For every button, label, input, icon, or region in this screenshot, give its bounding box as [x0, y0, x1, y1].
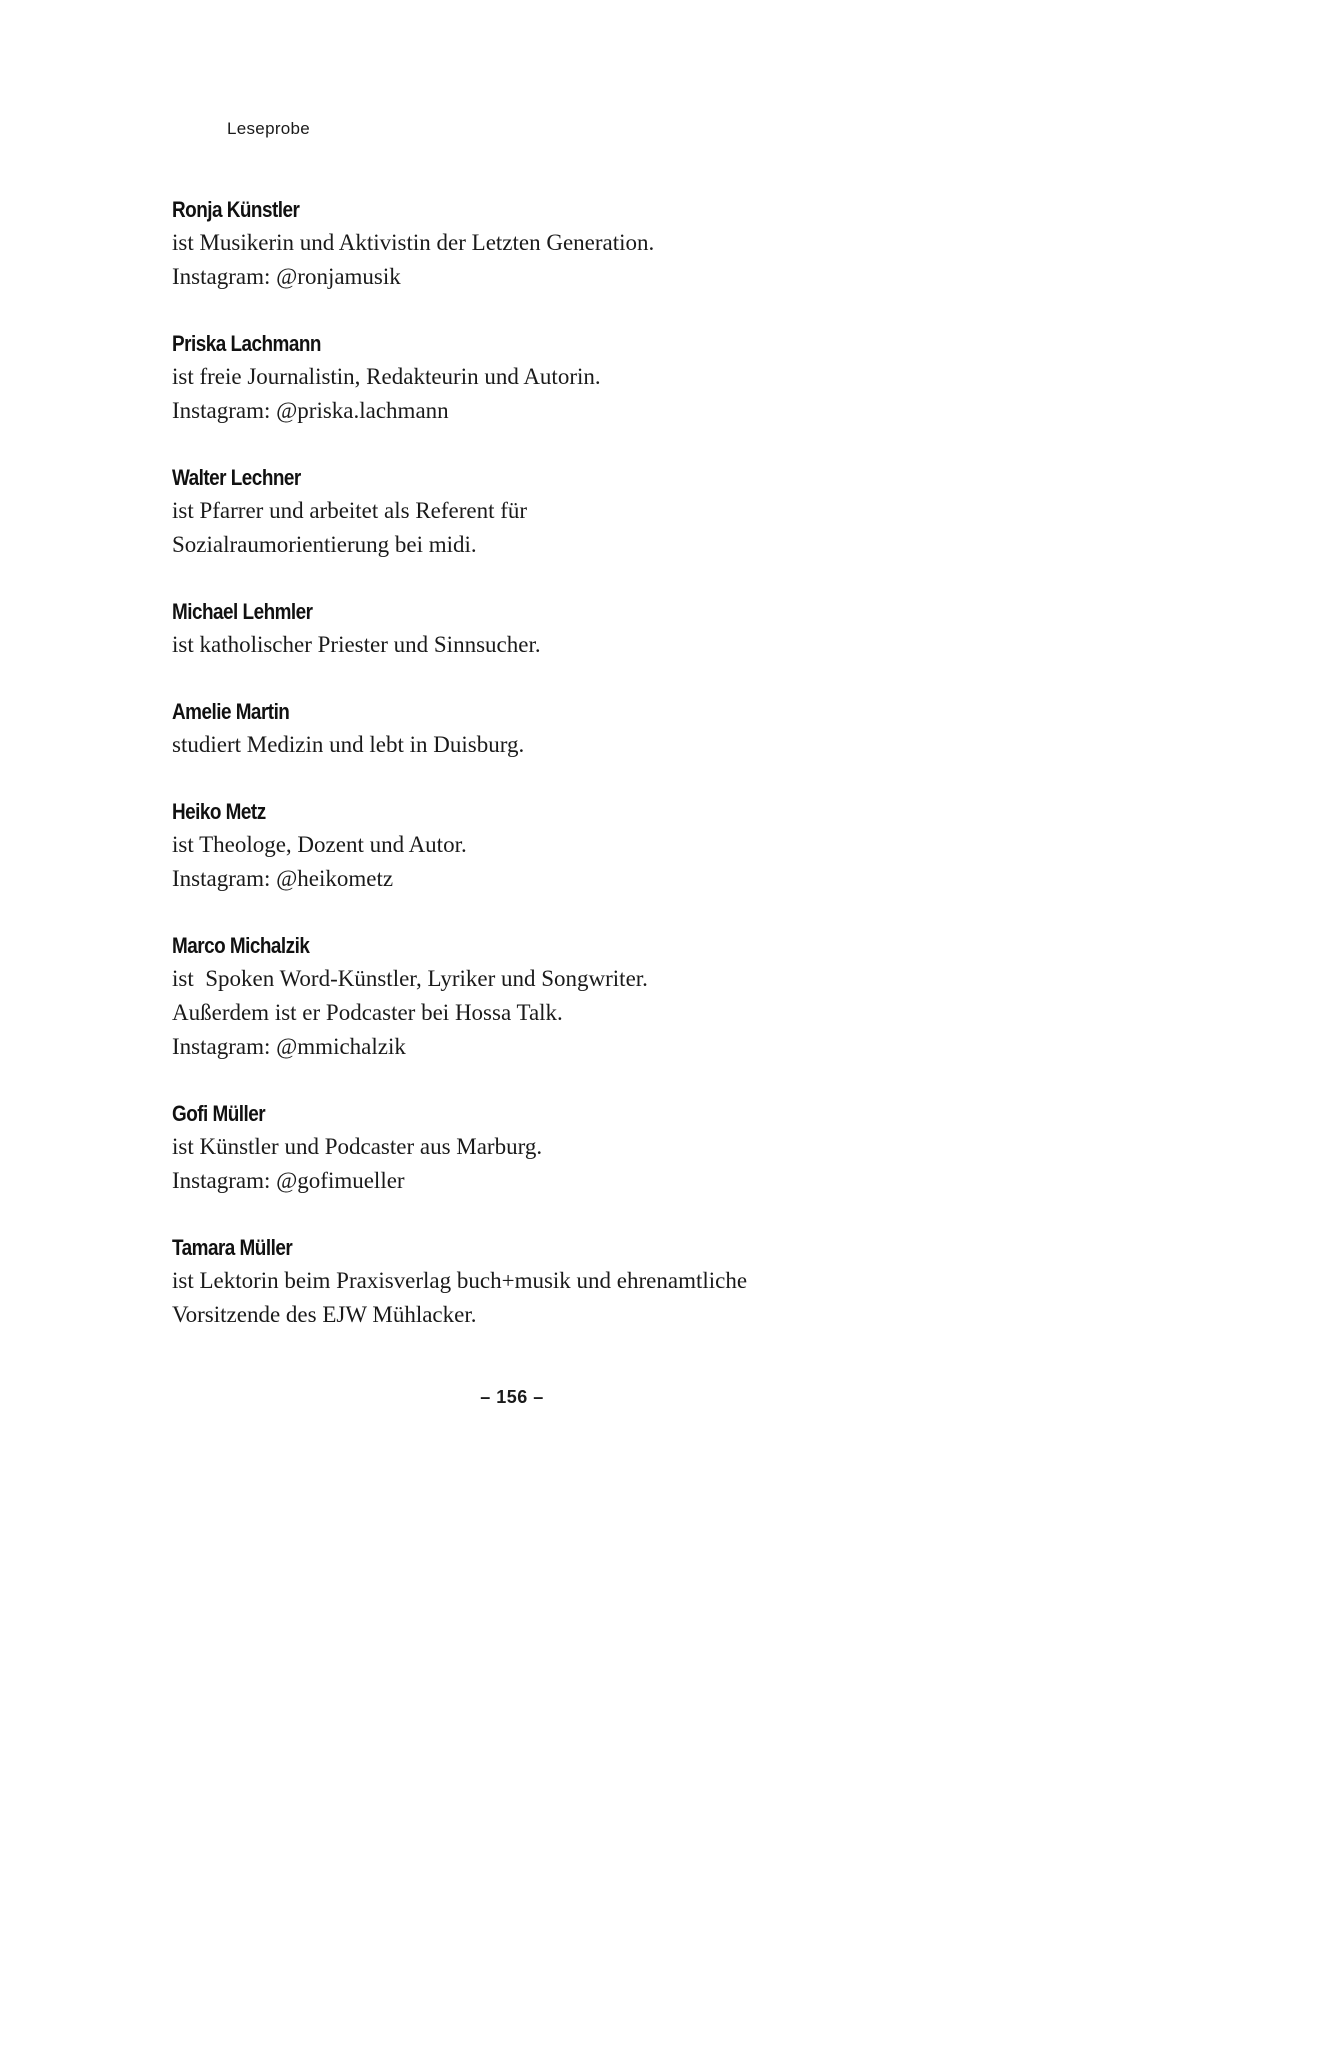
contributor-name: Amelie Martin: [172, 699, 290, 724]
contributor-description: ist Pfarrer und arbeitet als Referent für: [172, 498, 528, 523]
contributor-name: Gofi Müller: [172, 1101, 266, 1126]
contributor-name: Walter Lechner: [172, 465, 301, 490]
contributor-entry: [172, 695, 892, 762]
contributor-description: studiert Medizin und lebt in Duisburg.: [172, 732, 525, 757]
page-number: – 156 –: [480, 1387, 544, 1407]
contributor-instagram: Instagram: @priska.lachmann: [172, 398, 449, 423]
contributor-entry: [172, 193, 892, 294]
contributor-instagram: Instagram: @ronjamusik: [172, 264, 401, 289]
contributor-description: Sozialraumorientierung bei midi.: [172, 532, 477, 557]
contributor-entry: [172, 327, 892, 428]
contributor-entry: [172, 929, 892, 1064]
contributor-name: Tamara Müller: [172, 1235, 293, 1260]
contributor-instagram: Instagram: @heikometz: [172, 866, 394, 891]
contributor-entry: [172, 795, 892, 896]
contributor-list: [172, 193, 892, 1365]
contributor-description: ist Lektorin beim Praxisverlag buch+musik und ehrenamtliche: [172, 1268, 748, 1293]
contributor-name: Michael Lehmler: [172, 599, 313, 624]
contributor-description: ist katholischer Priester und Sinnsucher.: [172, 632, 541, 657]
contributor-instagram: Instagram: @gofimueller: [172, 1168, 405, 1193]
contributor-name: Heiko Metz: [172, 799, 266, 824]
contributor-name: Priska Lachmann: [172, 331, 321, 356]
contributor-description: ist Musikerin und Aktivistin der Letzten Generation.: [172, 230, 655, 255]
contributor-description: ist Spoken Word-Künstler, Lyriker und Songwriter.: [172, 966, 648, 991]
contributor-description: ist Theologe, Dozent und Autor.: [172, 832, 467, 857]
contributor-entry: [172, 1231, 892, 1332]
contributor-description: Außerdem ist er Podcaster bei Hossa Talk.: [172, 1000, 563, 1025]
contributor-description: Vorsitzende des EJW Mühlacker.: [172, 1302, 477, 1327]
contributor-description: ist Künstler und Podcaster aus Marburg.: [172, 1134, 543, 1159]
contributor-name: Marco Michalzik: [172, 933, 310, 958]
running-header: Leseprobe: [227, 119, 311, 138]
contributor-entry: [172, 1097, 892, 1198]
contributor-entry: [172, 595, 892, 662]
contributor-entry: [172, 461, 892, 562]
contributor-name: Ronja Künstler: [172, 197, 300, 222]
contributor-instagram: Instagram: @mmichalzik: [172, 1034, 406, 1059]
contributor-description: ist freie Journalistin, Redakteurin und Autorin.: [172, 364, 601, 389]
